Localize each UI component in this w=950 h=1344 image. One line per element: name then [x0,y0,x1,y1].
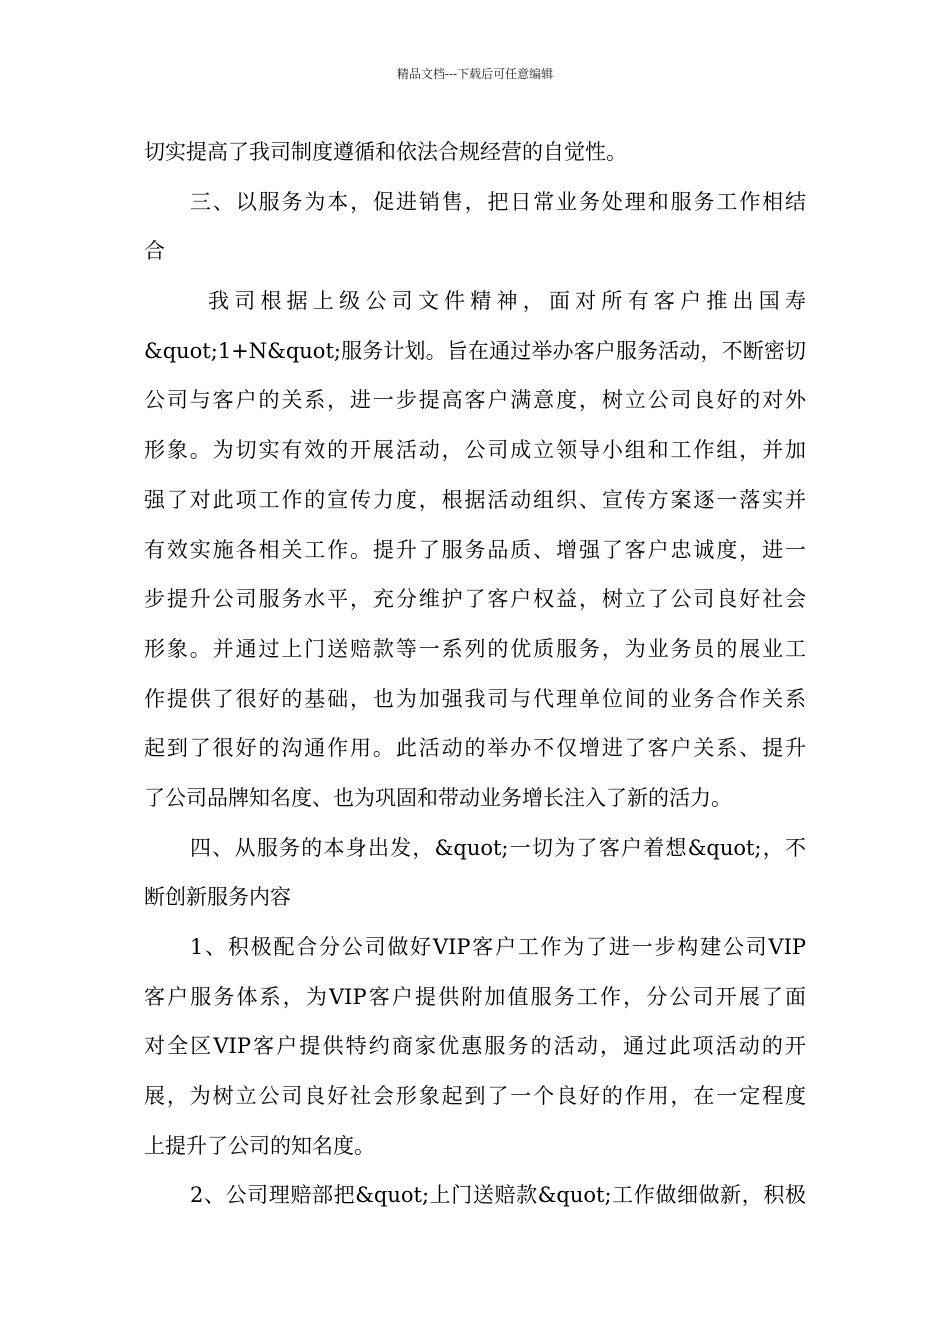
section-heading-continued: 合 [144,239,165,264]
paragraph-line: 形象。并通过上门送赔款等一系列的优质服务，为业务员的展业工 [144,636,806,661]
list-item-line: 1、积极配合分公司做好VIP客户工作为了进一步构建公司VIP [190,935,806,959]
text-line: 切实提高了我司制度遵循和依法合规经营的自觉性。 [144,140,627,164]
paragraph-line: 客户服务体系，为VIP客户提供附加值服务工作，分公司开展了面 [144,984,806,1009]
paragraph-line: 了公司品牌知名度、也为巩固和带动业务增长注入了新的活力。 [144,785,732,810]
section-heading-continued: 断创新服务内容 [144,885,291,910]
paragraph-line: 对全区VIP客户提供特约商家优惠服务的活动，通过此项活动的开 [144,1034,806,1059]
paragraph-line: &quot;1+N&quot;服务计划。旨在通过举办客户服务活动，不断密切 [144,338,806,363]
page-header: 精品文档---下载后可任意编辑 [396,67,554,81]
section-heading: 四、从服务的本身出发，&quot;一切为了客户着想&quot;，不 [190,835,806,860]
paragraph-line: 公司与客户的关系，进一步提高客户满意度，树立公司良好的对外 [144,388,806,413]
paragraph-line: 步提升公司服务水平，充分维护了客户权益，树立了公司良好社会 [144,587,806,612]
paragraph-line: 展，为树立公司良好社会形象起到了一个良好的作用，在一定程度 [144,1084,806,1109]
document-body [144,128,806,1221]
paragraph-line: 强了对此项工作的宣传力度，根据活动组织、宣传方案逐一落实并 [144,487,806,512]
paragraph-line: 我司根据上级公司文件精神，面对所有客户推出国寿 [208,289,806,314]
paragraph-line: 上提升了公司的知名度。 [144,1133,375,1158]
paragraph-line: 作提供了很好的基础，也为加强我司与代理单位间的业务合作关系 [144,686,806,711]
paragraph-line: 形象。为切实有效的开展活动，公司成立领导小组和工作组，并加 [144,438,806,463]
list-item-line: 2、公司理赔部把&quot;上门送赔款&quot;工作做细做新，积极 [190,1183,806,1208]
paragraph-line: 起到了很好的沟通作用。此活动的举办不仅增进了客户关系、提升 [144,736,806,761]
section-heading: 三、以服务为本，促进销售，把日常业务处理和服务工作相结 [190,189,806,214]
paragraph-line: 有效实施各相关工作。提升了服务品质、增强了客户忠诚度，进一 [144,537,806,562]
